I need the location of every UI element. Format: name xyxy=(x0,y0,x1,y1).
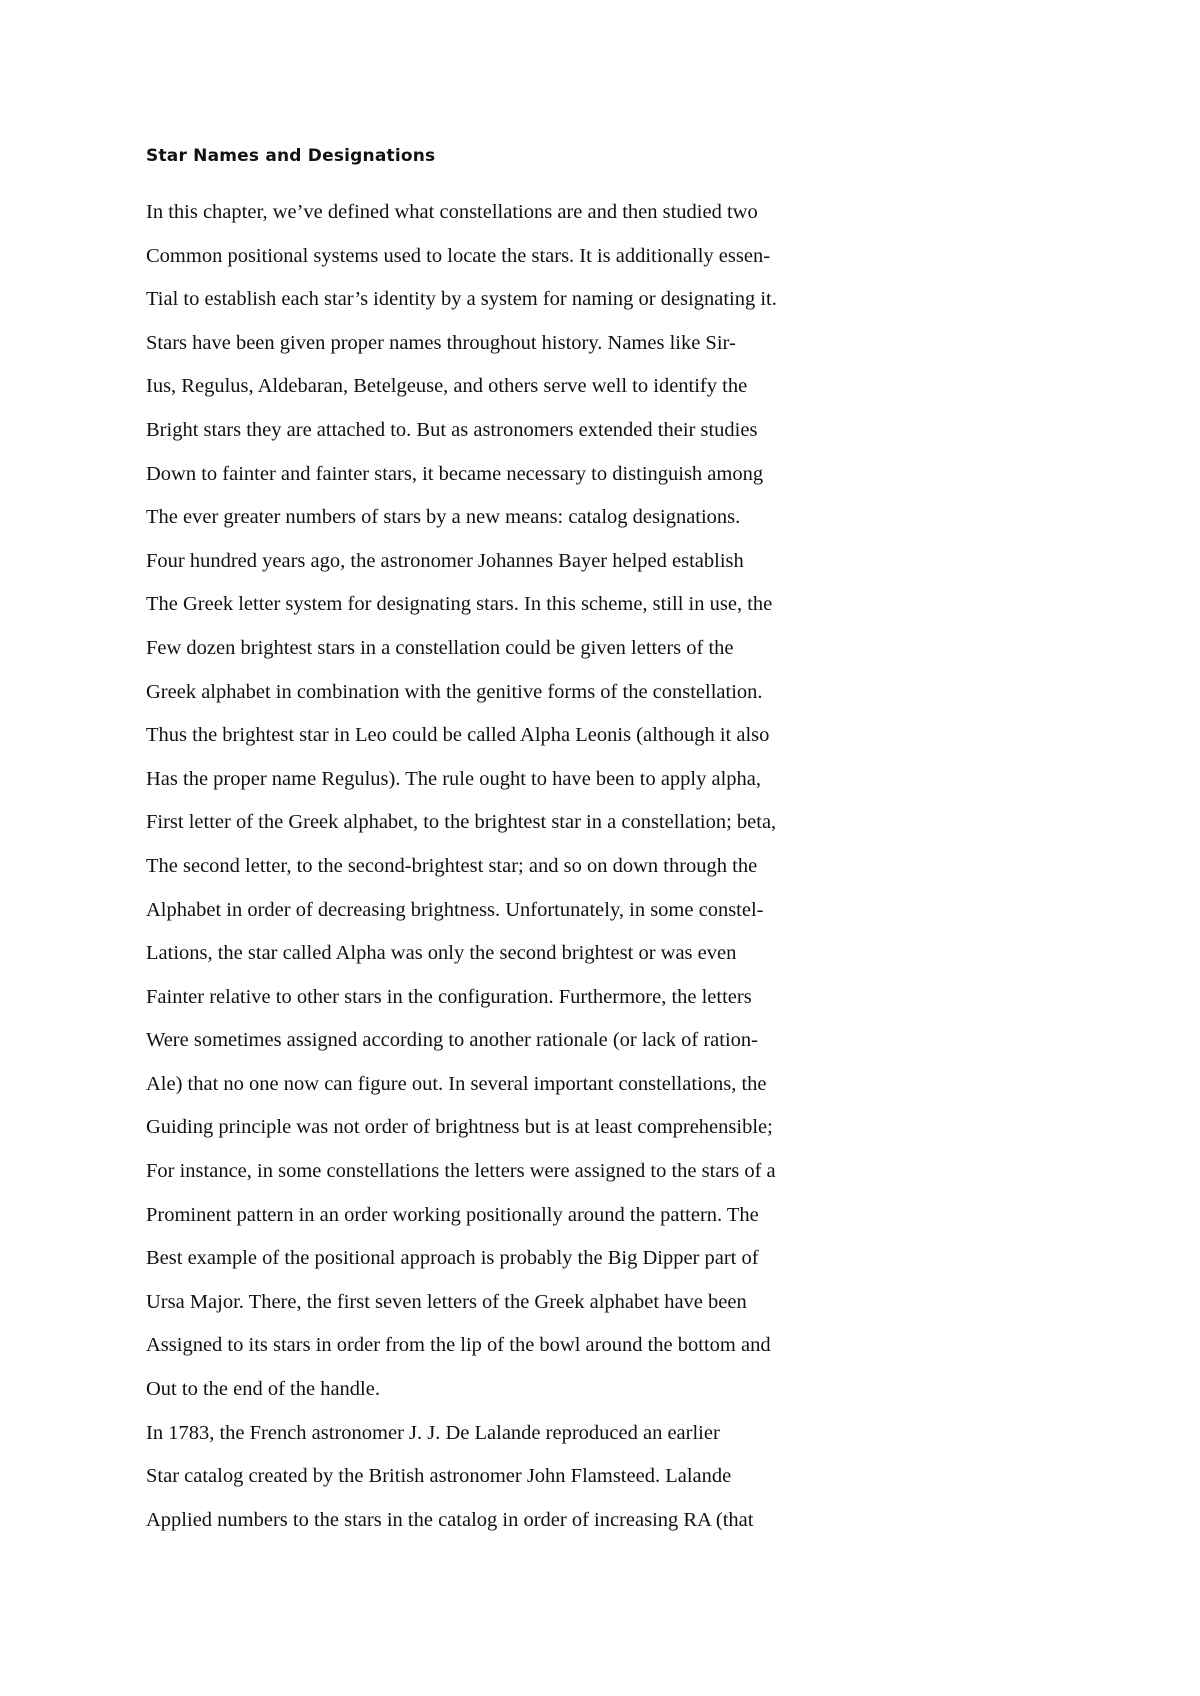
text-line: Star catalog created by the British astronomer John Flamsteed. Lalande xyxy=(146,1465,732,1488)
text-line: For instance, in some constellations the letters were assigned to the stars of a xyxy=(146,1160,776,1183)
text-line: Has the proper name Regulus). The rule ought to have been to apply alpha, xyxy=(146,767,762,790)
text-line: Stars have been given proper names throughout history. Names like Sir- xyxy=(146,331,736,354)
text-line: Applied numbers to the stars in the catalog in order of increasing RA (that xyxy=(146,1508,754,1531)
text-line: The second letter, to the second-brightest star; and so on down through the xyxy=(146,854,758,877)
text-line: Common positional systems used to locate the stars. It is additionally essen- xyxy=(146,244,771,267)
text-line: First letter of the Greek alphabet, to the brightest star in a constellation; beta, xyxy=(146,811,777,834)
text-line: Alphabet in order of decreasing brightness. Unfortunately, in some constel- xyxy=(146,898,764,921)
text-line: Were sometimes assigned according to another rationale (or lack of ration- xyxy=(146,1029,758,1052)
text-line: Prominent pattern in an order working positionally around the pattern. The xyxy=(146,1203,759,1226)
text-line: Out to the end of the handle. xyxy=(146,1378,380,1401)
text-line: Thus the brightest star in Leo could be called Alpha Leonis (although it also xyxy=(146,724,770,747)
text-line: Down to fainter and fainter stars, it became necessary to distinguish among xyxy=(146,462,764,485)
text-line: Ale) that no one now can figure out. In several important constellations, the xyxy=(146,1072,767,1095)
text-line: Tial to establish each star’s identity by a system for naming or designating it. xyxy=(146,288,777,311)
text-line: The ever greater numbers of stars by a new means: catalog designations. xyxy=(146,506,741,529)
section-heading: Star Names and Designations xyxy=(146,146,436,166)
text-line: Four hundred years ago, the astronomer Johannes Bayer helped establish xyxy=(146,549,744,572)
text-line: In 1783, the French astronomer J. J. De Lalande reproduced an earlier xyxy=(146,1421,720,1444)
text-line: Ursa Major. There, the first seven letters of the Greek alphabet have been xyxy=(146,1290,747,1313)
text-line: Few dozen brightest stars in a constellation could be given letters of the xyxy=(146,636,734,659)
text-line: Lations, the star called Alpha was only the second brightest or was even xyxy=(146,942,737,965)
text-line: Guiding principle was not order of brightness but is at least comprehensible; xyxy=(146,1116,773,1139)
text-line: Ius, Regulus, Aldebaran, Betelgeuse, and others serve well to identify the xyxy=(146,375,748,398)
body-text xyxy=(146,191,1146,1542)
text-line: Greek alphabet in combination with the genitive forms of the constellation. xyxy=(146,680,763,703)
text-line: The Greek letter system for designating stars. In this scheme, still in use, the xyxy=(146,593,773,616)
text-line: Best example of the positional approach is probably the Big Dipper part of xyxy=(146,1247,759,1270)
text-line: Bright stars they are attached to. But as astronomers extended their studies xyxy=(146,418,758,441)
text-line: Fainter relative to other stars in the configuration. Furthermore, the letters xyxy=(146,985,752,1008)
text-line: Assigned to its stars in order from the lip of the bowl around the bottom and xyxy=(146,1334,771,1357)
text-line: In this chapter, we’ve defined what constellations are and then studied two xyxy=(146,201,758,223)
